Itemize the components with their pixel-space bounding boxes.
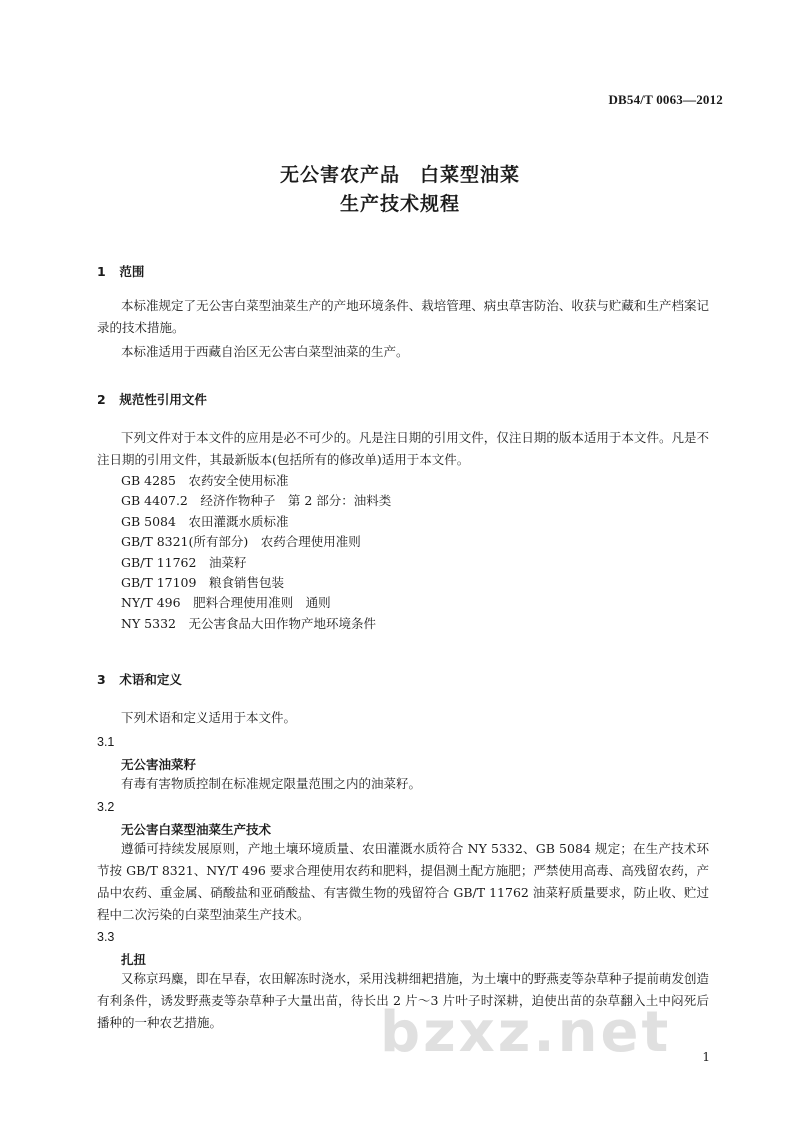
clause-3-1-number: 3.1 <box>97 735 115 749</box>
section-2-heading <box>97 390 207 408</box>
title-line-2: 生产技术规程 <box>339 193 460 215</box>
clause-3-3-term: 扎扭 <box>121 952 147 967</box>
reference-item: NY 5332 无公害食品大田作物产地环境条件 <box>121 615 376 631</box>
section-1-paragraph-1: 本标准规定了无公害白菜型油菜生产的产地环境条件、栽培管理、病虫草害防治、收获与贮藏和生产档案记录的技术措施。 <box>97 298 709 335</box>
section-title: 术语和定义 <box>119 672 182 687</box>
section-3-heading <box>97 670 182 688</box>
clause-3-2-term: 无公害白菜型油菜生产技术 <box>121 822 272 837</box>
section-title: 范围 <box>119 264 145 279</box>
reference-item: GB/T 8321(所有部分) 农药合理使用准则 <box>121 534 361 550</box>
reference-item: GB 4285 农药安全使用标准 <box>121 473 289 488</box>
reference-item: GB 5084 农田灌溉水质标准 <box>121 513 289 529</box>
section-1-heading <box>97 262 144 280</box>
reference-item: GB 4407.2 经济作物种子 第 2 部分：油料类 <box>121 493 392 509</box>
reference-item: NY/T 496 肥料合理使用准则 通则 <box>121 595 331 611</box>
section-number: 3 <box>97 672 106 687</box>
clause-3-1-definition: 有毒有害物质控制在标准规定限量范围之内的油菜籽。 <box>121 776 422 791</box>
watermark: bzxz.net <box>380 1000 672 1065</box>
clause-3-2-number: 3.2 <box>97 800 115 814</box>
clause-3-3-number: 3.3 <box>97 930 115 944</box>
section-number: 2 <box>97 392 106 407</box>
document-code: DB54/T 0063—2012 <box>608 92 723 107</box>
clause-3-1-term: 无公害油菜籽 <box>121 757 197 772</box>
section-1-paragraph-2: 本标准适用于西藏自治区无公害白菜型油菜的生产。 <box>121 344 409 359</box>
title-line-1: 无公害农产品 白菜型油菜 <box>279 164 520 186</box>
reference-item: GB/T 17109 粮食销售包装 <box>121 574 284 590</box>
section-3-paragraph-1: 下列术语和定义适用于本文件。 <box>121 710 297 725</box>
reference-item: GB/T 11762 油菜籽 <box>121 554 247 570</box>
section-2-paragraph-1: 下列文件对于本文件的应用是必不可少的。凡是注日期的引用文件，仅注日期的版本适用于本文件。凡是不注日期的引用文件，其最新版本(包括所有的修改单)适用于本文件。 <box>97 430 709 467</box>
clause-3-3-definition: 又称京玛麋，即在早春，农田解冻时浇水，采用浅耕细耙措施，为土壤中的野燕麦等杂草种子提前萌发创造有利条件，诱发野燕麦等杂草种子大量出苗，待长出 2 片～3 片叶子时深耕，迫使出苗的杂草翻入土中闷死后播种的一种农艺措施。 <box>97 971 709 1030</box>
section-title: 规范性引用文件 <box>119 392 207 407</box>
page-number: 1 <box>702 1050 710 1064</box>
section-number: 1 <box>97 264 106 279</box>
clause-3-2-definition: 遵循可持续发展原则，产地土壤环境质量、农田灌溉水质符合 NY 5332、GB 5084 规定；在生产技术环节按 GB/T 8321、NY/T 496 要求合理使用农药和肥料，提倡测土配方施肥；严禁使用高毒、高残留农药，产品中农药、重金属、硝酸盐和亚硝酸盐、有害微生物的残留符合 GB/T 11762 油菜籽质量要求，防止收、贮过程中二次污染的白菜型油菜生产技术。 <box>97 841 709 922</box>
reference-list <box>121 471 391 634</box>
